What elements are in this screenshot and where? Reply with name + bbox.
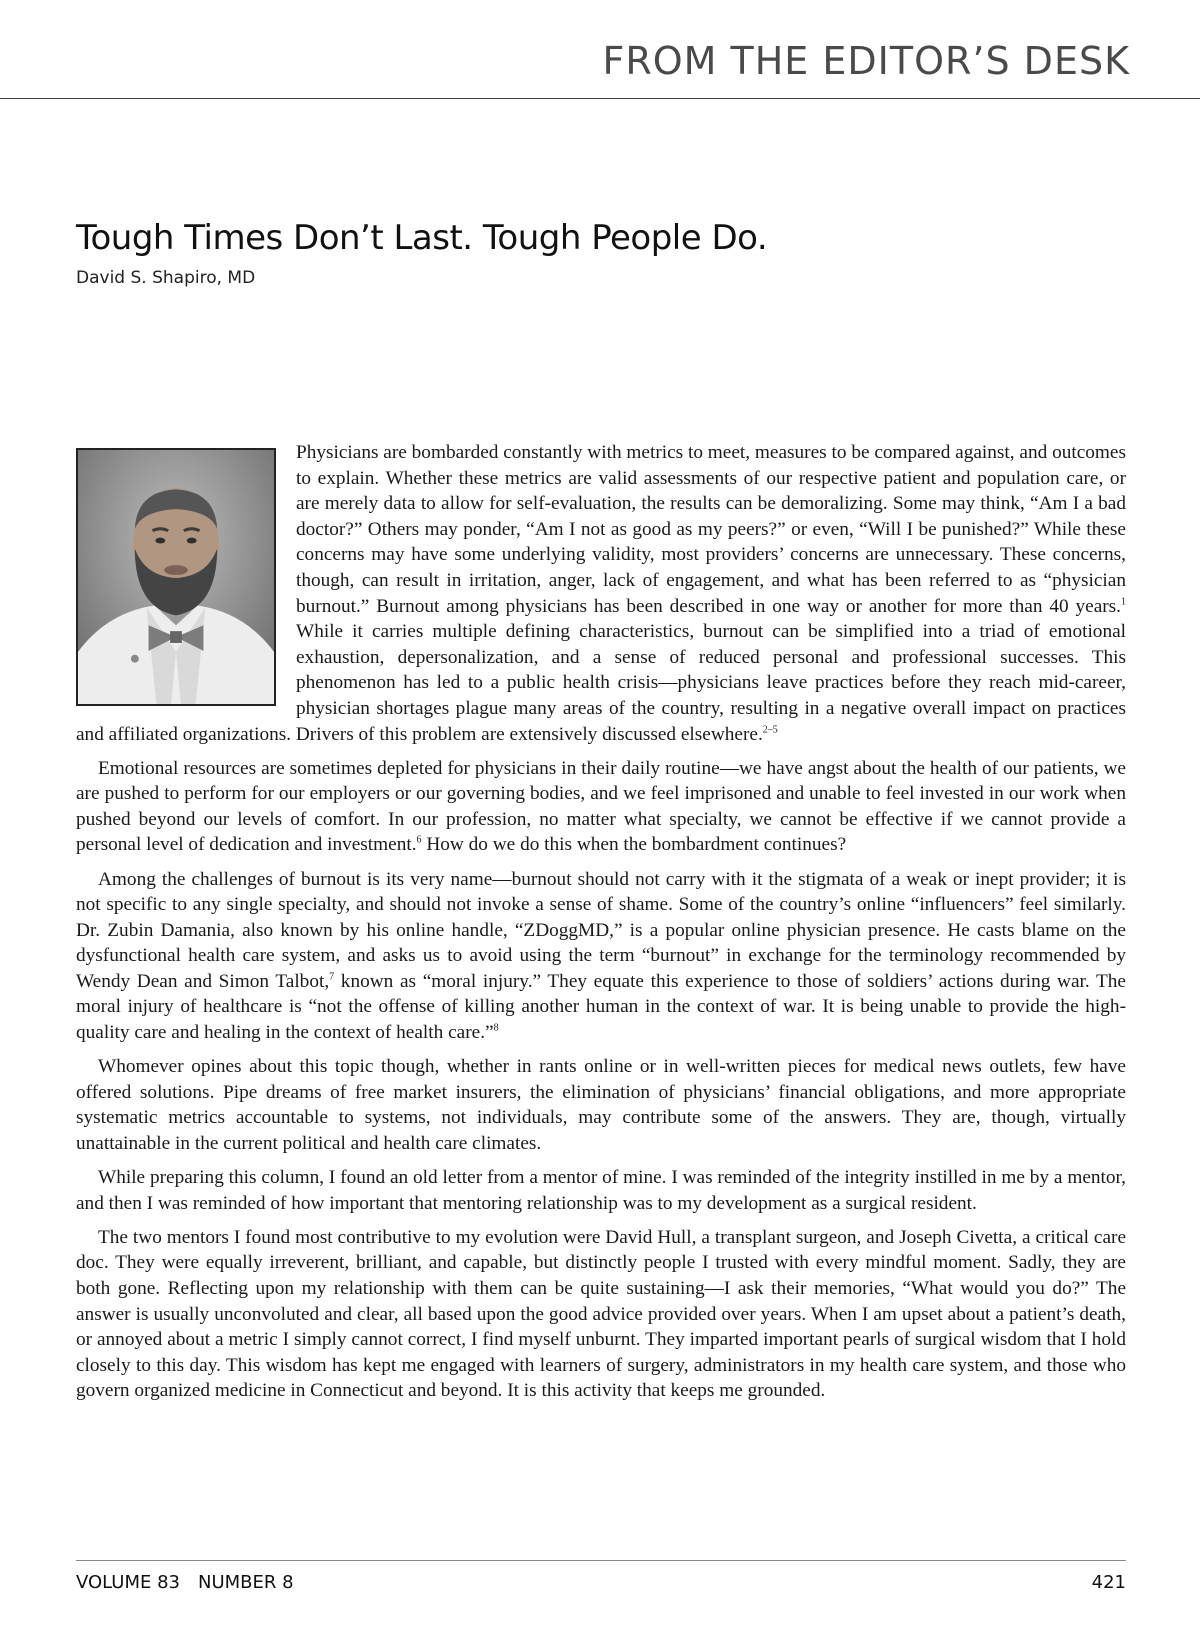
author-portrait-image xyxy=(78,450,274,704)
body-paragraph-4: Whomever opines about this topic though, whether in rants online or in well-written pieces for medical news outlets, few have offered solutions. Pipe dreams of free market insurers, the elimination of physicians’ financial obligations, and more appropriate systematic metrics accountable to systems, not individuals, may contribute some of the answers. They are, though, virtually unattainable in the current political and health care climates. xyxy=(76,1056,1126,1154)
page-number: 421 xyxy=(1091,1572,1126,1593)
citation-ref: 6 xyxy=(416,834,422,846)
author-portrait xyxy=(76,448,276,706)
citation-ref: 8 xyxy=(493,1022,499,1034)
author-byline: David S. Shapiro, MD xyxy=(76,268,256,288)
header-divider xyxy=(0,98,1200,99)
issue-info: VOLUME 83 NUMBER 8 xyxy=(76,1572,294,1593)
section-header: FROM THE EDITOR’S DESK xyxy=(602,39,1130,83)
body-paragraph-5: While preparing this column, I found an old letter from a mentor of mine. I was reminded of the integrity instilled in me by a mentor, and then I was reminded of how important that mentoring relationship was to my development as a surgical resident. xyxy=(76,1167,1126,1214)
body-paragraph-6: The two mentors I found most contributive to my evolution were David Hull, a transplant surgeon, and Joseph Civetta, a critical care doc. They were equally irreverent, brilliant, and capable, but distinctly people I trusted with every mindful moment. Sadly, they are both gone. Reflecting upon my relationship with them can be quite sustaining—I ask their memories, “What would you do?” The answer is usually unconvoluted and clear, all based upon the good advice provided over years. When I am upset about a patient’s death, or annoyed about a metric I simply cannot correct, I find myself unburnt. They imparted important pearls of surgical wisdom that I hold closely to this day. This wisdom has kept me engaged with learners of surgery, administrators in my health care system, and those who govern organized medicine in Connecticut and beyond. It is this activity that keeps me grounded. xyxy=(76,1226,1126,1402)
citation-ref: 1 xyxy=(1121,596,1126,608)
article-body xyxy=(76,440,1126,1412)
body-paragraph-2: Emotional resources are sometimes depleted for physicians in their daily routine—we have angst about the health of our patients, we are pushed to perform for our employers or our governing bodies, and we feel imprisoned and unable to feel invested in our work when pushed beyond our levels of comfort. In our profession, no matter what specialty, we cannot be effective if we cannot provide a personal level of dedication and investment.$^6$ How do we do this when the bombardment continues? xyxy=(76,757,1126,856)
citation-ref: 7 xyxy=(329,971,335,983)
article-title: Tough Times Don’t Last. Tough People Do. xyxy=(76,218,768,258)
body-paragraph-3: Among the challenges of burnout is its very name—burnout should not carry with it the stigmata of a weak or inept provider; it is not specific to any single specialty, and should not invoke a sense of shame. Some of the country’s online “influencers” feel similarly. Dr. Zubin Damania, also known by his online handle, “ZDoggMD,” is a popular online physician presence. He casts blame on the dysfunctional health care system, and asks us to avoid using the term “burnout” in exchange for the terminology recommended by Wendy Dean and Simon Talbot,$^7$ known as “moral injury.” They equate this experience to those of soldiers’ actions during war. The moral injury of healthcare is “not the offense of killing another human in the context of war. It is being unable to provide the high-quality care and healing in the context of health care.”$^8$ xyxy=(76,868,1126,1044)
body-paragraph-1: Physicians are bombarded constantly with metrics to meet, measures to be compared against, and outcomes to explain. Whether these metrics are valid assessments of our respective patient and population care, or are merely data to allow for self-evaluation, the results can be demoralizing. Some may think, “Am I a bad doctor?” Others may ponder, “Am I not as good as my peers?” or even, “Will I be punished?” While these concerns may have some underlying validity, most providers’ concerns are unnecessary. These concerns, though, can result in irritation, anger, lack of engagement, and what has been referred to as “physician burnout.” Burnout among physicians has been described in one way or another for more than 40 years.$^1$ While it carries multiple defining characteristics, burnout can be simplified into a triad of emotional exhaustion, depersonalization, and a sense of reduced personal and professional successes. This phenomenon has led to a public health crisis—physicians leave practices before they reach mid-career, physician shortages plague many areas of the country, resulting in a negative overall impact on practices and affiliated organizations. Drivers of this problem are extensively discussed elsewhere.$^{2-5}$ xyxy=(76,442,1126,745)
footer-divider xyxy=(76,1560,1126,1561)
citation-ref: 2–5 xyxy=(762,724,778,736)
